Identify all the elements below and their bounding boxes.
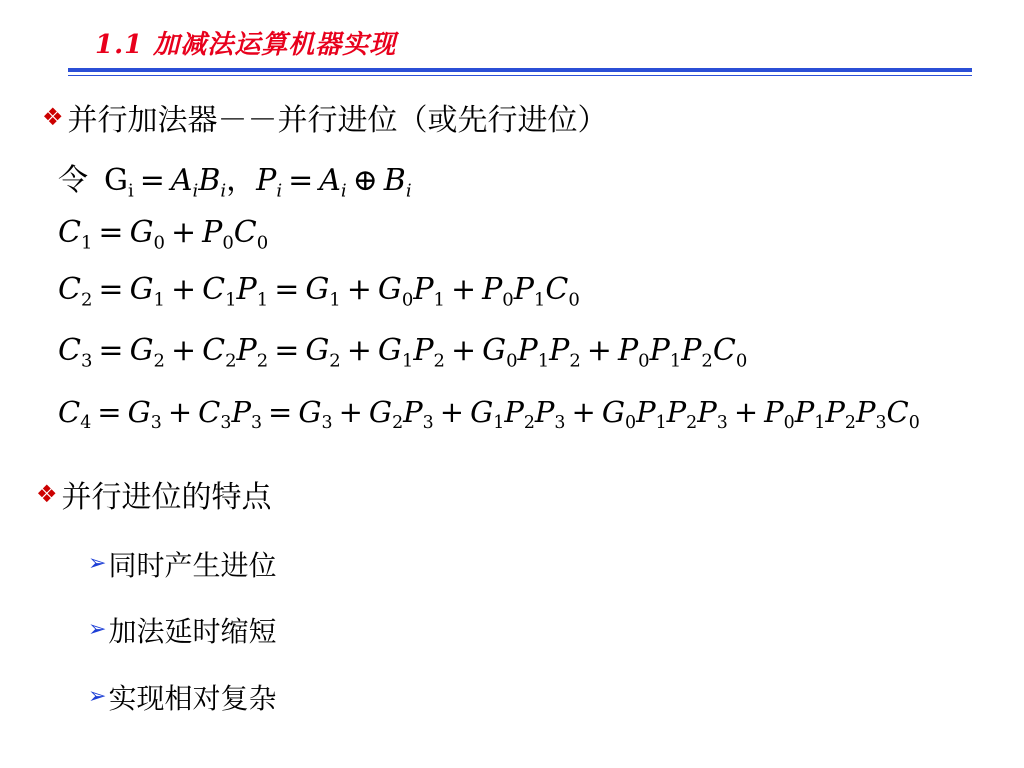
equation-lead: 令	[58, 163, 88, 198]
sub-bullet-text: 加法延时缩短	[108, 615, 277, 648]
diamond-cluster-icon: ❖	[42, 103, 64, 131]
equation-c2: $C_2 = G_1 + C_1P_1 = G_1 + G_0P_1 + P_0P_1C_0$	[58, 272, 580, 311]
arrowhead-icon: ➢	[88, 617, 107, 642]
sub-bullet-text: 实现相对复杂	[108, 682, 277, 715]
equation-c4: $C_4 = G_3 + C_3P_3 = G_3 + G_2P_3 + G_1P_2P_3 + G_0P_1P_2P_3 + P_0P_1P_2P_3C_0$	[58, 395, 920, 434]
arrowhead-icon: ➢	[88, 551, 107, 576]
equation-c1: $C_1 = G_0 + P_0C_0$	[58, 215, 269, 254]
bullet-text: 并行进位的特点	[61, 480, 272, 515]
equation-c3: $C_3 = G_2 + C_2P_2 = G_2 + G_1P_2 + G_0P_1P_2 + P_0P_1P_2C_0$	[58, 333, 748, 372]
bullet-parallel-adder	[42, 95, 608, 139]
slide-title: 1.1 加减法运算机器实现	[95, 30, 397, 60]
bullet-parallel-carry-features	[36, 472, 272, 516]
title-rule-thick	[68, 68, 972, 72]
bullet-text: 并行加法器－－并行进位（或先行进位）	[67, 103, 608, 138]
arrowhead-icon: ➢	[88, 684, 107, 709]
sub-bullet-text: 同时产生进位	[108, 549, 277, 582]
sub-bullet-2	[88, 610, 276, 650]
title-rule-thin	[68, 75, 972, 76]
sub-bullet-1	[88, 544, 276, 584]
diamond-cluster-icon: ❖	[36, 480, 58, 508]
equation-definition: 令 $G_i = A_iB_i$，$P_i = A_i$ ⊕ $B_i$	[58, 163, 412, 202]
sub-bullet-3	[88, 677, 276, 717]
